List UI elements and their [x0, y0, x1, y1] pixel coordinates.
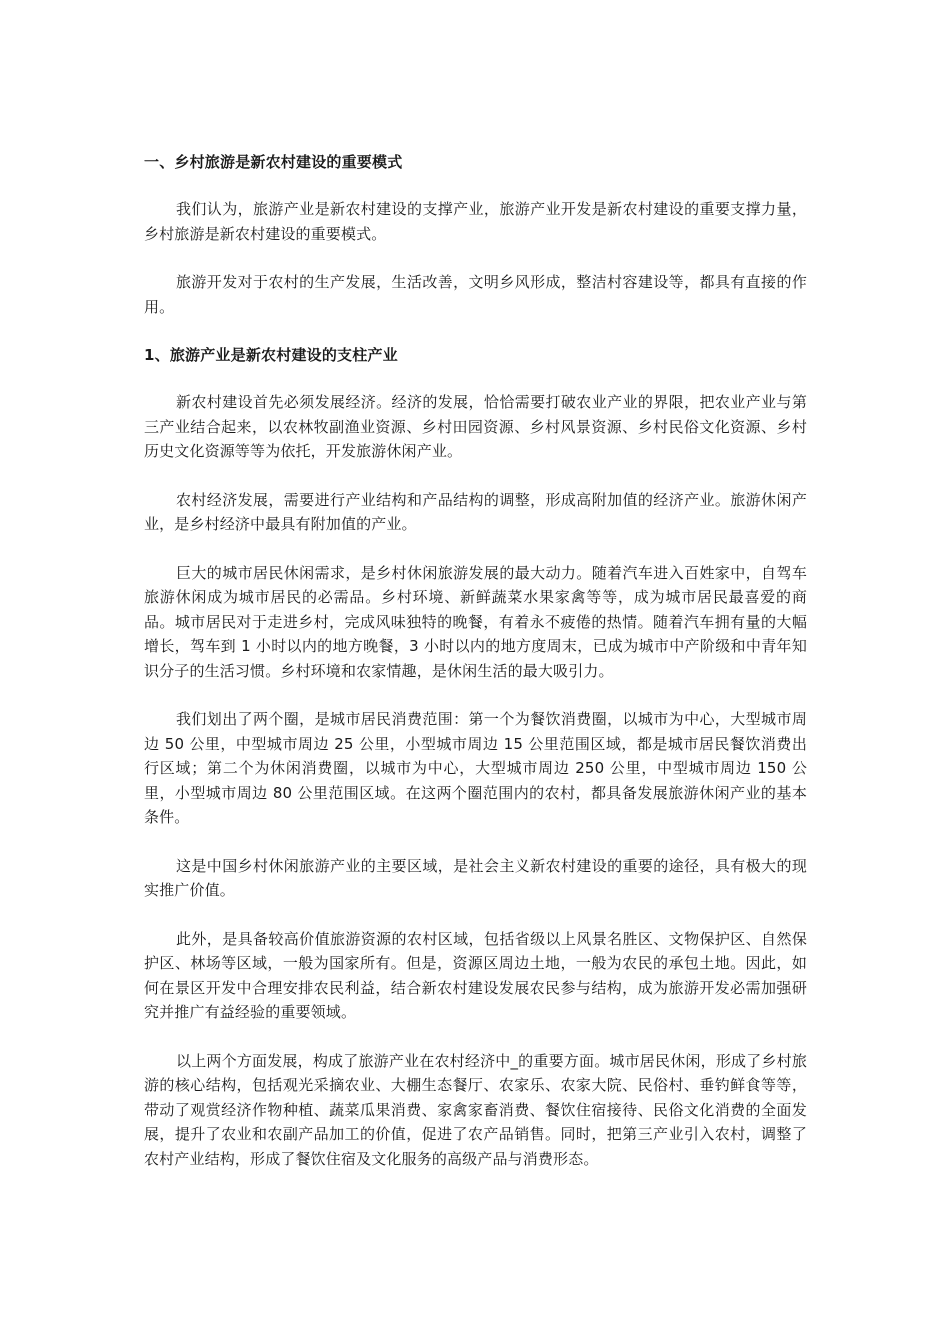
paragraph: 我们认为，旅游产业是新农村建设的支撑产业，旅游产业开发是新农村建设的重要支撑力量，乡村旅游是新农村建设的重要模式。	[144, 200, 807, 243]
paragraph: 此外，是具备较高价值旅游资源的农村区域，包括省级以上风景名胜区、文物保护区、自然保护区、林场等区域，一般为国家所有。但是，资源区周边土地，一般为农民的承包土地。因此，如何在景区开发中合理安排农民利益，结合新农村建设发展农民参与结构，成为旅游开发必需加强研究并推广有益经验的重要领域。	[144, 929, 807, 1021]
paragraph: 我们划出了两个圈，是城市居民消费范围：第一个为餐饮消费圈，以城市为中心，大型城市周边 50 公里，中型城市周边 25 公里，小型城市周边 15 公里范围区域，都是城市居民餐饮消费出行区域；第二个为休闲消费圈，以城市为中心，大型城市周边 250 公里，中型城市周边 150 公里，小型城市周边 80 公里范围区域。在这两个圈范围内的农村，都具备发展旅游休闲产业的基本条件。	[144, 710, 807, 826]
paragraph: 农村经济发展，需要进行产业结构和产品结构的调整，形成高附加值的经济产业。旅游休闲产业，是乡村经济中最具有附加值的产业。	[144, 490, 807, 533]
paragraph: 旅游开发对于农村的生产发展，生活改善，文明乡风形成，整洁村容建设等，都具有直接的作用。	[144, 273, 807, 316]
document-page	[144, 150, 807, 1195]
paragraph: 这是中国乡村休闲旅游产业的主要区域，是社会主义新农村建设的重要的途径，具有极大的现实推广价值。	[144, 856, 807, 899]
paragraph: 巨大的城市居民休闲需求，是乡村休闲旅游发展的最大动力。随着汽车进入百姓家中，自驾车旅游休闲成为城市居民的必需品。乡村环境、新鲜蔬菜水果家禽等等，成为城市居民最喜爱的商品。城市居民对于走进乡村，完成风味独特的晚餐，有着永不疲倦的热情。随着汽车拥有量的大幅增长，驾车到 1 小时以内的地方晚餐，3 小时以内的地方度周末，已成为城市中产阶级和中青年知识分子的生活习惯。乡村环境和农家情趣，是休闲生活的最大吸引力。	[144, 563, 807, 680]
section-heading: 一、乡村旅游是新农村建设的重要模式	[144, 153, 403, 171]
subsection-heading: 1、旅游产业是新农村建设的支柱产业	[144, 346, 398, 364]
paragraph: 以上两个方面发展，构成了旅游产业在农村经济中_的重要方面。城市居民休闲，形成了乡村旅游的核心结构，包括观光采摘农业、大棚生态餐厅、农家乐、农家大院、民俗村、垂钓鲜食等等，带动了观赏经济作物种植、蔬菜瓜果消费、家禽家畜消费、餐饮住宿接待、民俗文化消费的全面发展，提升了农业和农副产品加工的价值，促进了农产品销售。同时，把第三产业引入农村，调整了农村产业结构，形成了餐饮住宿及文化服务的高级产品与消费形态。	[144, 1051, 807, 1168]
paragraph: 新农村建设首先必须发展经济。经济的发展，恰恰需要打破农业产业的界限，把农业产业与第三产业结合起来，以农林牧副渔业资源、乡村田园资源、乡村风景资源、乡村民俗文化资源、乡村历史文化资源等等为依托，开发旅游休闲产业。	[144, 393, 807, 460]
